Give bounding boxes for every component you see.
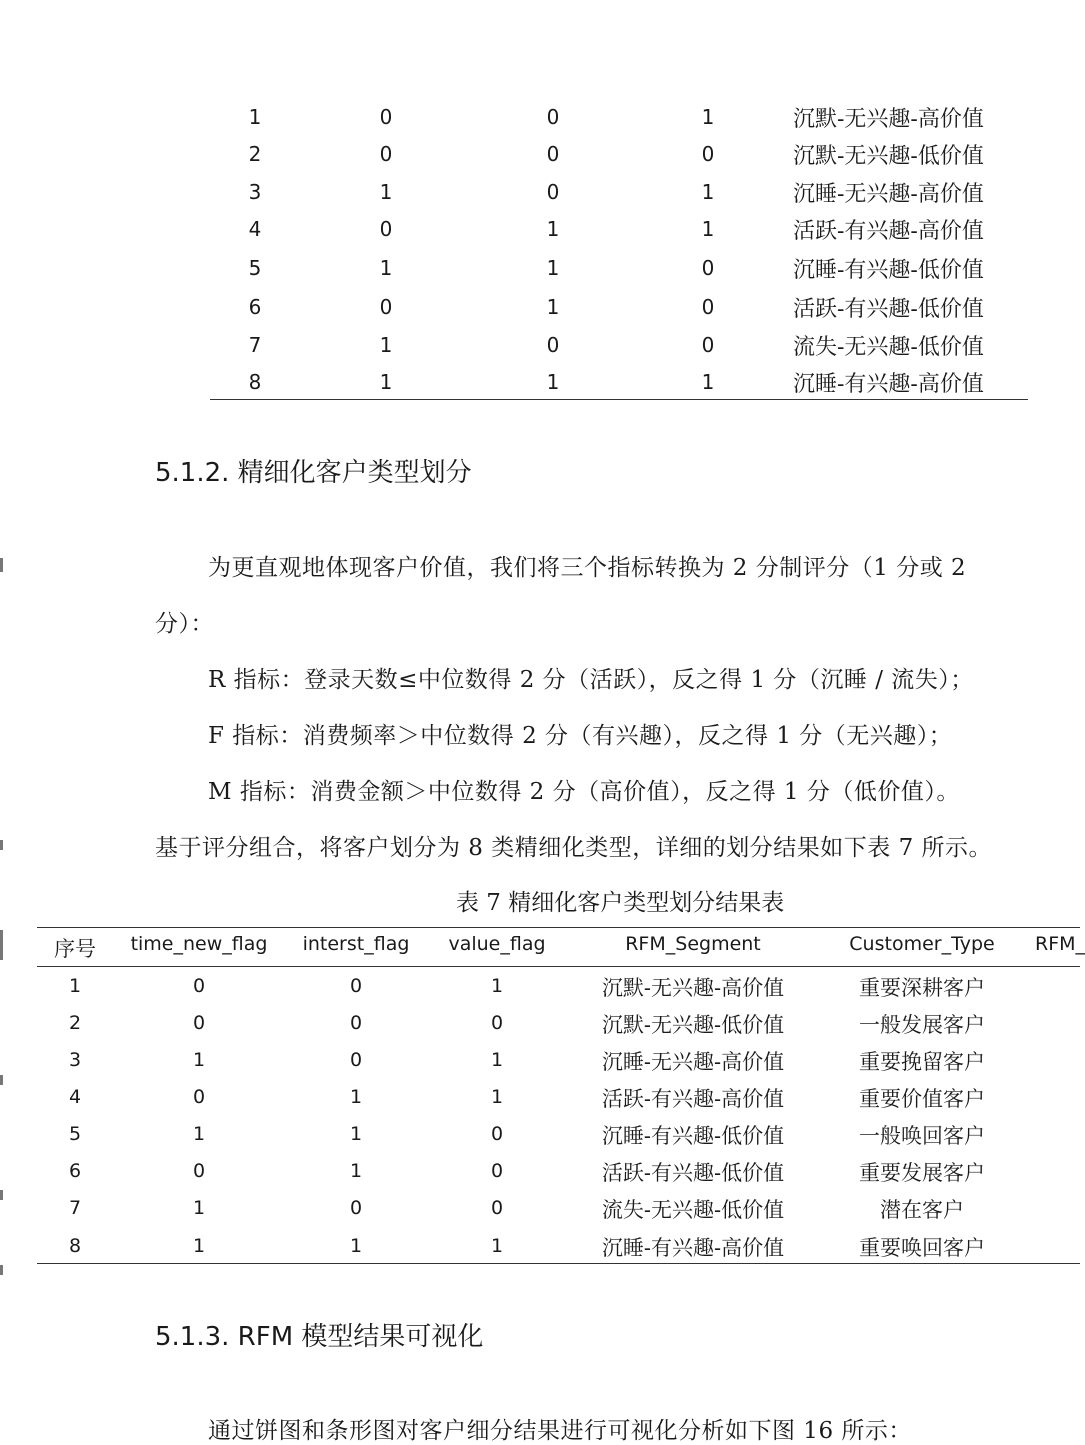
table-top-rule — [37, 927, 1080, 928]
cell-flag-1: 1 — [379, 370, 393, 394]
cell-interst-flag: 0 — [349, 1197, 363, 1219]
cell-segment: 沉默-无兴趣-低价值 — [793, 144, 984, 169]
paragraph-r-indicator: R 指标：登录天数≤中位数得 2 分（活跃），反之得 1 分（沉睡 / 流失）； — [208, 667, 974, 693]
cell-segment: 沉睡-有兴趣-低价值 — [793, 258, 984, 283]
cell-rfm-segment: 沉睡-有兴趣-高价值 — [601, 1236, 785, 1260]
paragraph-intro-continued: 分）： — [155, 611, 214, 637]
cell-flag-2: 1 — [546, 217, 560, 241]
cell-interst-flag: 1 — [349, 1235, 363, 1257]
cell-time-new-flag: 1 — [192, 1235, 206, 1257]
cell-flag-1: 0 — [379, 105, 393, 129]
cell-interst-flag: 1 — [349, 1123, 363, 1145]
cell-id: 8 — [68, 1235, 82, 1257]
cell-id: 2 — [248, 142, 262, 166]
cell-id: 5 — [248, 256, 262, 280]
cell-flag-1: 1 — [379, 333, 393, 357]
cell-segment: 沉睡-有兴趣-高价值 — [793, 372, 984, 397]
header-rfm-segment: RFM_Segment — [625, 933, 761, 955]
cell-value-flag: 0 — [490, 1123, 504, 1145]
section-heading-5-1-3: 5.1.3. RFM 模型结果可视化 — [155, 1322, 484, 1352]
cell-interst-flag: 0 — [349, 1049, 363, 1071]
table-bottom-rule — [37, 1263, 1080, 1264]
cell-id: 8 — [248, 370, 262, 394]
cell-rfm-segment: 流失-无兴趣-低价值 — [601, 1198, 785, 1222]
cell-interst-flag: 1 — [349, 1160, 363, 1182]
cell-flag-2: 1 — [546, 370, 560, 394]
cell-rfm-segment: 活跃-有兴趣-高价值 — [601, 1087, 785, 1111]
cell-flag-3: 0 — [701, 333, 715, 357]
paragraph-summary: 基于评分组合，将客户划分为 8 类精细化类型，详细的划分结果如下表 7 所示。 — [155, 835, 993, 861]
cell-id: 6 — [68, 1160, 82, 1182]
cell-flag-2: 0 — [546, 180, 560, 204]
cell-segment: 沉睡-无兴趣-高价值 — [793, 182, 984, 207]
cell-customer-type: 一般唤回客户 — [859, 1124, 985, 1148]
margin-mark — [0, 840, 3, 850]
cell-flag-3: 1 — [701, 105, 715, 129]
cell-flag-2: 1 — [546, 256, 560, 280]
cell-rfm-segment: 沉睡-有兴趣-低价值 — [601, 1124, 785, 1148]
section-heading-5-1-2: 5.1.2. 精细化客户类型划分 — [155, 458, 472, 488]
cell-flag-3: 0 — [701, 295, 715, 319]
cell-flag-3: 1 — [701, 370, 715, 394]
cell-value-flag: 1 — [490, 1235, 504, 1257]
cell-flag-1: 0 — [379, 295, 393, 319]
header-value-flag: value_flag — [448, 933, 546, 955]
cell-flag-1: 1 — [379, 180, 393, 204]
cell-time-new-flag: 0 — [192, 1086, 206, 1108]
cell-interst-flag: 0 — [349, 1012, 363, 1034]
cell-time-new-flag: 0 — [192, 1012, 206, 1034]
cell-id: 2 — [68, 1012, 82, 1034]
cell-segment: 活跃-有兴趣-低价值 — [793, 297, 984, 322]
cell-flag-2: 0 — [546, 105, 560, 129]
cell-id: 1 — [248, 105, 262, 129]
cell-time-new-flag: 1 — [192, 1049, 206, 1071]
cell-time-new-flag: 0 — [192, 975, 206, 997]
cell-id: 3 — [68, 1049, 82, 1071]
margin-mark — [0, 1190, 3, 1200]
cell-time-new-flag: 0 — [192, 1160, 206, 1182]
margin-mark — [0, 558, 3, 572]
paragraph-visualization: 通过饼图和条形图对客户细分结果进行可视化分析如下图 16 所示： — [208, 1418, 912, 1444]
top-table-bottom-rule — [210, 399, 1028, 400]
cell-flag-2: 0 — [546, 142, 560, 166]
cell-customer-type: 重要唤回客户 — [859, 1236, 985, 1260]
cell-rfm-segment: 沉默-无兴趣-高价值 — [601, 976, 785, 1000]
header-interst-flag: interst_flag — [302, 933, 410, 955]
table-caption: 表 7 精细化客户类型划分结果表 — [456, 890, 785, 916]
cell-value-flag: 1 — [490, 975, 504, 997]
header-id: 序号 — [54, 937, 96, 961]
cell-id: 1 — [68, 975, 82, 997]
cell-customer-type: 重要深耕客户 — [859, 976, 985, 1000]
cell-value-flag: 0 — [490, 1160, 504, 1182]
margin-mark — [0, 1265, 3, 1275]
cell-value-flag: 1 — [490, 1049, 504, 1071]
cell-rfm-segment: 活跃-有兴趣-低价值 — [601, 1161, 785, 1185]
cell-id: 5 — [68, 1123, 82, 1145]
cell-time-new-flag: 1 — [192, 1123, 206, 1145]
cell-rfm-segment: 沉睡-无兴趣-高价值 — [601, 1050, 785, 1074]
cell-customer-type: 重要价值客户 — [859, 1087, 985, 1111]
cell-id: 7 — [248, 333, 262, 357]
cell-flag-1: 0 — [379, 217, 393, 241]
cell-id: 4 — [248, 217, 262, 241]
cell-customer-type: 一般发展客户 — [859, 1013, 985, 1037]
paragraph-intro: 为更直观地体现客户价值，我们将三个指标转换为 2 分制评分（1 分或 2 — [208, 555, 967, 581]
cell-flag-3: 1 — [701, 217, 715, 241]
header-time-new-flag: time_new_flag — [130, 933, 268, 955]
cell-flag-1: 1 — [379, 256, 393, 280]
cell-flag-1: 0 — [379, 142, 393, 166]
header-customer-type: Customer_Type — [849, 933, 995, 955]
cell-segment: 沉默-无兴趣-高价值 — [793, 107, 984, 132]
header-rfm-truncated: RFM_ — [1035, 933, 1085, 955]
cell-flag-3: 0 — [701, 142, 715, 166]
paragraph-m-indicator: M 指标：消费金额＞中位数得 2 分（高价值），反之得 1 分（低价值）。 — [208, 779, 960, 805]
cell-interst-flag: 0 — [349, 975, 363, 997]
cell-time-new-flag: 1 — [192, 1197, 206, 1219]
cell-segment: 流失-无兴趣-低价值 — [793, 335, 984, 360]
cell-customer-type: 重要挽留客户 — [859, 1050, 985, 1074]
cell-value-flag: 1 — [490, 1086, 504, 1108]
table-header-rule — [37, 966, 1080, 967]
cell-rfm-segment: 沉默-无兴趣-低价值 — [601, 1013, 785, 1037]
cell-flag-3: 0 — [701, 256, 715, 280]
cell-id: 6 — [248, 295, 262, 319]
cell-id: 4 — [68, 1086, 82, 1108]
cell-interst-flag: 1 — [349, 1086, 363, 1108]
cell-flag-2: 1 — [546, 295, 560, 319]
cell-flag-2: 0 — [546, 333, 560, 357]
margin-mark — [0, 930, 3, 960]
cell-flag-3: 1 — [701, 180, 715, 204]
paragraph-f-indicator: F 指标：消费频率＞中位数得 2 分（有兴趣），反之得 1 分（无兴趣）； — [208, 723, 953, 749]
cell-value-flag: 0 — [490, 1012, 504, 1034]
cell-id: 3 — [248, 180, 262, 204]
cell-id: 7 — [68, 1197, 82, 1219]
cell-segment: 活跃-有兴趣-高价值 — [793, 219, 984, 244]
cell-customer-type: 重要发展客户 — [859, 1161, 985, 1185]
cell-customer-type: 潜在客户 — [880, 1198, 964, 1222]
cell-value-flag: 0 — [490, 1197, 504, 1219]
margin-mark — [0, 1075, 3, 1085]
